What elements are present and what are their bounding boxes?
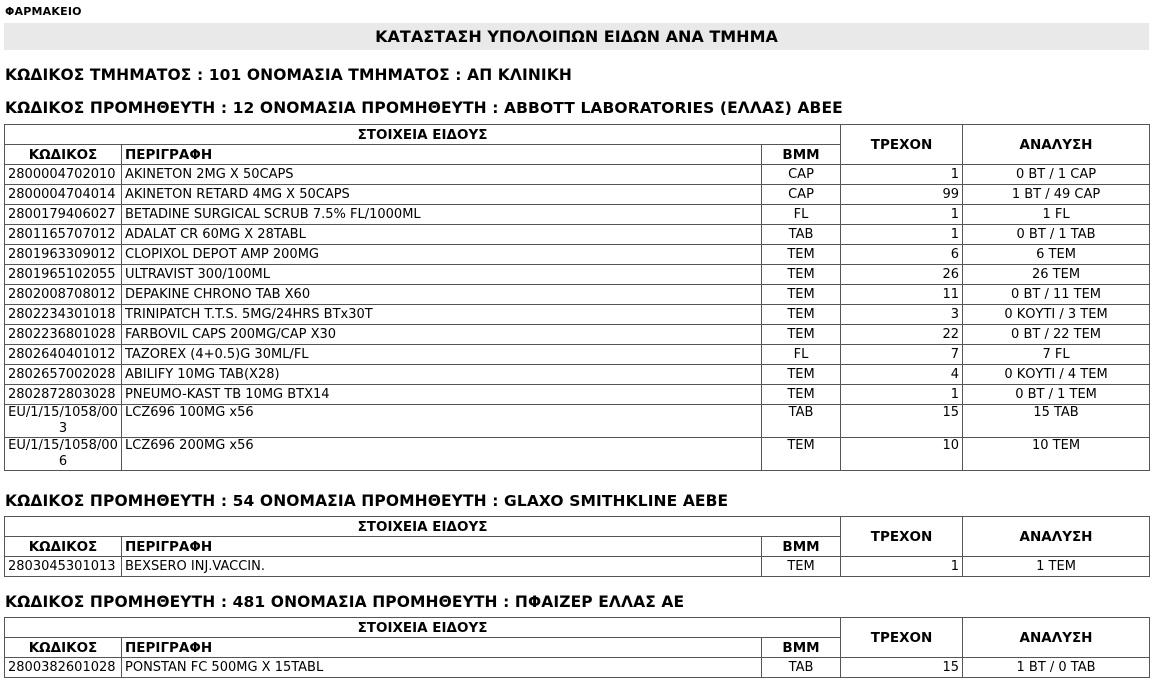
item-description: ULTRAVIST 300/100ML	[122, 265, 762, 285]
supplier-line: ΚΩΔΙΚΟΣ ΠΡΟΜΗΘΕΥΤΗ : 481 ΟΝΟΜΑΣΙΑ ΠΡΟΜΗΘΕΥΤΗ : ΠΦΑΙΖΕΡ ΕΛΛΑΣ ΑΕ	[5, 593, 685, 611]
code-header: ΚΩΔΙΚΟΣ	[5, 537, 122, 557]
report-title: ΚΑΤΑΣΤΑΣΗ ΥΠΟΛΟΙΠΩΝ ΕΙΔΩΝ ΑΝΑ ΤΜΗΜΑ	[4, 23, 1149, 50]
item-current: 22	[841, 325, 963, 345]
analysis-header: ΑΝΑΛΥΣΗ	[963, 125, 1150, 165]
item-current: 1	[841, 165, 963, 185]
item-current: 1	[841, 557, 963, 577]
item-details-header: ΣΤΟΙΧΕΙΑ ΕΙΔΟΥΣ	[5, 517, 841, 537]
table-row	[5, 438, 1150, 471]
item-unit: TEM	[762, 305, 841, 325]
item-analysis: 0 BT / 1 CAP	[963, 165, 1150, 185]
item-code	[5, 438, 122, 471]
item-unit: TAB	[762, 225, 841, 245]
item-current: 1	[841, 385, 963, 405]
item-code-line-2: 3	[58, 421, 68, 436]
item-description: BETADINE SURGICAL SCRUB 7.5% FL/1000ML	[122, 205, 762, 225]
item-code: 2802872803028	[5, 385, 122, 405]
item-current: 4	[841, 365, 963, 385]
supplier-line: ΚΩΔΙΚΟΣ ΠΡΟΜΗΘΕΥΤΗ : 54 ΟΝΟΜΑΣΙΑ ΠΡΟΜΗΘΕΥΤΗ : GLAXO SMITHKLINE ΑΕΒΕ	[5, 492, 729, 510]
item-current: 6	[841, 245, 963, 265]
item-analysis: 0 ΚΟΥΤΙ / 3 TEM	[963, 305, 1150, 325]
table-row	[5, 365, 1150, 385]
item-code: 2801963309012	[5, 245, 122, 265]
item-current: 26	[841, 265, 963, 285]
item-description: CLOPIXOL DEPOT AMP 200MG	[122, 245, 762, 265]
item-description: FARBOVIL CAPS 200MG/CAP X30	[122, 325, 762, 345]
item-code: 2802008708012	[5, 285, 122, 305]
item-analysis: 0 BT / 1 TAB	[963, 225, 1150, 245]
item-unit: TEM	[762, 557, 841, 577]
table-row	[5, 385, 1150, 405]
item-unit: TEM	[762, 385, 841, 405]
item-code: 2800382601028	[5, 658, 122, 678]
item-analysis: 10 TEM	[963, 438, 1150, 471]
item-current: 99	[841, 185, 963, 205]
unit-header: ΒΜΜ	[762, 638, 841, 658]
item-analysis: 1 BT / 49 CAP	[963, 185, 1150, 205]
item-analysis: 1 BT / 0 TAB	[963, 658, 1150, 678]
item-code: 2802640401012	[5, 345, 122, 365]
item-code: 2800004704014	[5, 185, 122, 205]
item-code: 2802234301018	[5, 305, 122, 325]
supplier-line: ΚΩΔΙΚΟΣ ΠΡΟΜΗΘΕΥΤΗ : 12 ΟΝΟΜΑΣΙΑ ΠΡΟΜΗΘΕΥΤΗ : ABBOTT LABORATORIES (ΕΛΛΑΣ) ΑΒΕΕ	[5, 99, 843, 117]
table-row	[5, 205, 1150, 225]
item-code-line-2: 6	[58, 454, 68, 469]
item-analysis: 1 TEM	[963, 557, 1150, 577]
table-row	[5, 658, 1150, 678]
item-current: 1	[841, 205, 963, 225]
item-code: 2803045301013	[5, 557, 122, 577]
table-row	[5, 245, 1150, 265]
table-row	[5, 265, 1150, 285]
item-current: 3	[841, 305, 963, 325]
item-code: 2800179406027	[5, 205, 122, 225]
item-unit: TAB	[762, 405, 841, 438]
code-header: ΚΩΔΙΚΟΣ	[5, 145, 122, 165]
table-row	[5, 185, 1150, 205]
item-analysis: 0 BT / 1 TEM	[963, 385, 1150, 405]
item-description: TAZOREX (4+0.5)G 30ML/FL	[122, 345, 762, 365]
unit-header: ΒΜΜ	[762, 145, 841, 165]
item-current: 15	[841, 658, 963, 678]
item-unit: CAP	[762, 185, 841, 205]
item-unit: FL	[762, 345, 841, 365]
item-code	[5, 405, 122, 438]
item-description: PNEUMO-KAST TB 10MG BTX14	[122, 385, 762, 405]
item-current: 15	[841, 405, 963, 438]
item-description: BEXSERO INJ.VACCIN.	[122, 557, 762, 577]
stock-table	[4, 124, 1150, 471]
item-analysis: 7 FL	[963, 345, 1150, 365]
item-unit: TEM	[762, 245, 841, 265]
current-header: ΤΡΕΧΟΝ	[841, 618, 963, 658]
item-analysis: 6 TEM	[963, 245, 1150, 265]
item-unit: TAB	[762, 658, 841, 678]
description-header: ΠΕΡΙΓΡΑΦΗ	[122, 145, 762, 165]
item-code: 2800004702010	[5, 165, 122, 185]
item-current: 10	[841, 438, 963, 471]
table-row	[5, 345, 1150, 365]
item-description: PONSTAN FC 500MG X 15TABL	[122, 658, 762, 678]
description-header: ΠΕΡΙΓΡΑΦΗ	[122, 638, 762, 658]
current-header: ΤΡΕΧΟΝ	[841, 517, 963, 557]
item-current: 11	[841, 285, 963, 305]
item-analysis: 1 FL	[963, 205, 1150, 225]
item-analysis: 0 BT / 11 TEM	[963, 285, 1150, 305]
item-details-header: ΣΤΟΙΧΕΙΑ ΕΙΔΟΥΣ	[5, 125, 841, 145]
item-description: LCZ696 100MG x56	[122, 405, 762, 438]
item-unit: CAP	[762, 165, 841, 185]
item-description: AKINETON RETARD 4MG X 50CAPS	[122, 185, 762, 205]
current-header: ΤΡΕΧΟΝ	[841, 125, 963, 165]
item-description: LCZ696 200MG x56	[122, 438, 762, 471]
item-code: 2801165707012	[5, 225, 122, 245]
item-unit: FL	[762, 205, 841, 225]
organization-label: ΦΑΡΜΑΚΕΙΟ	[5, 5, 82, 18]
item-analysis: 15 TAB	[963, 405, 1150, 438]
table-row	[5, 557, 1150, 577]
department-line: ΚΩΔΙΚΟΣ ΤΜΗΜΑΤΟΣ : 101 ΟΝΟΜΑΣΙΑ ΤΜΗΜΑΤΟΣ : ΑΠ ΚΛΙΝΙΚΗ	[5, 66, 572, 84]
item-analysis: 0 ΚΟΥΤΙ / 4 TEM	[963, 365, 1150, 385]
table-row	[5, 405, 1150, 438]
item-unit: TEM	[762, 265, 841, 285]
item-code-line-1: EU/1/15/1058/00	[8, 405, 118, 420]
item-description: ADALAT CR 60MG X 28TABL	[122, 225, 762, 245]
item-description: TRINIPATCH T.T.S. 5MG/24HRS BTx30T	[122, 305, 762, 325]
item-analysis: 0 BT / 22 TEM	[963, 325, 1150, 345]
table-row	[5, 225, 1150, 245]
code-header: ΚΩΔΙΚΟΣ	[5, 638, 122, 658]
item-unit: TEM	[762, 365, 841, 385]
stock-table	[4, 617, 1150, 678]
table-row	[5, 285, 1150, 305]
item-code: 2801965102055	[5, 265, 122, 285]
item-unit: TEM	[762, 285, 841, 305]
analysis-header: ΑΝΑΛΥΣΗ	[963, 517, 1150, 557]
table-row	[5, 165, 1150, 185]
item-current: 1	[841, 225, 963, 245]
item-code: 2802236801028	[5, 325, 122, 345]
item-unit: TEM	[762, 325, 841, 345]
table-row	[5, 305, 1150, 325]
analysis-header: ΑΝΑΛΥΣΗ	[963, 618, 1150, 658]
item-code-line-1: EU/1/15/1058/00	[8, 438, 118, 453]
stock-table	[4, 516, 1150, 577]
item-details-header: ΣΤΟΙΧΕΙΑ ΕΙΔΟΥΣ	[5, 618, 841, 638]
item-description: AKINETON 2MG X 50CAPS	[122, 165, 762, 185]
item-current: 7	[841, 345, 963, 365]
item-description: ABILIFY 10MG TAB(X28)	[122, 365, 762, 385]
description-header: ΠΕΡΙΓΡΑΦΗ	[122, 537, 762, 557]
item-description: DEPAKINE CHRONO TAB X60	[122, 285, 762, 305]
item-code: 2802657002028	[5, 365, 122, 385]
item-analysis: 26 TEM	[963, 265, 1150, 285]
table-row	[5, 325, 1150, 345]
item-unit: TEM	[762, 438, 841, 471]
unit-header: ΒΜΜ	[762, 537, 841, 557]
